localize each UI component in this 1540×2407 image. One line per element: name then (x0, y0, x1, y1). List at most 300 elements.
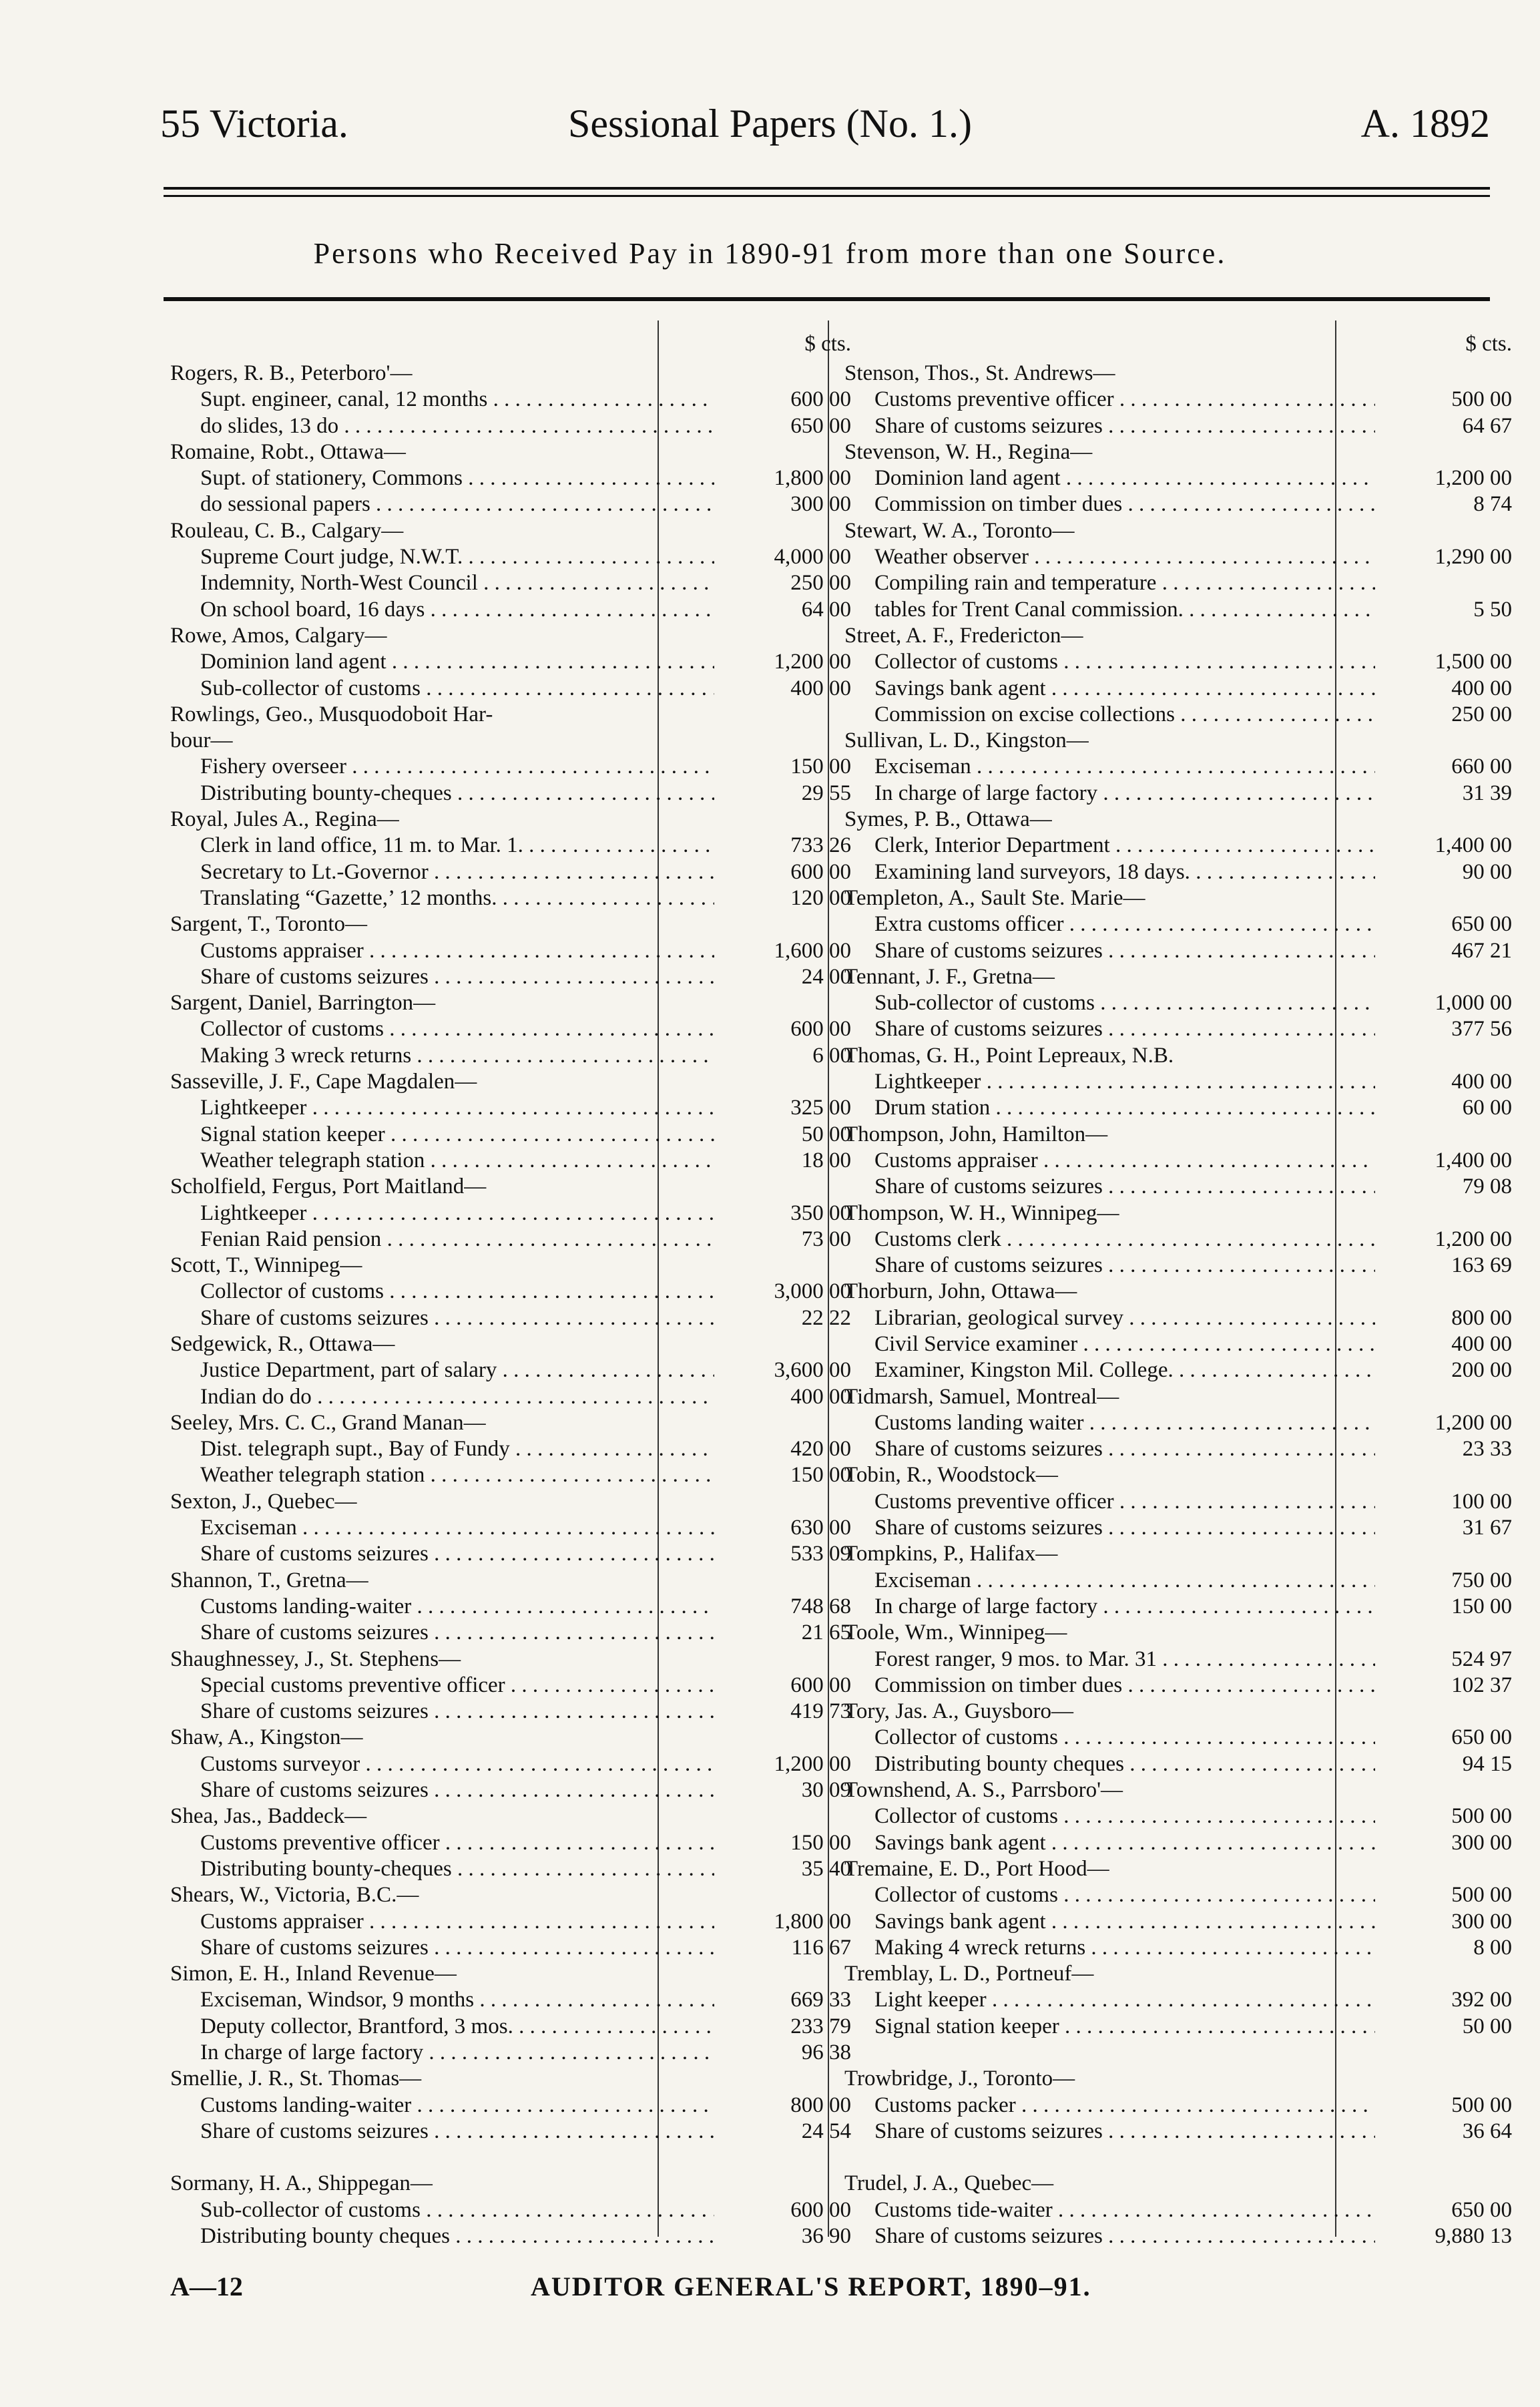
person-row (844, 2066, 1512, 2092)
person-row (170, 1253, 851, 1279)
payment-row (170, 1515, 851, 1541)
payment-description: Dominion land agent . . . (200, 649, 714, 675)
person-row (844, 1856, 1512, 1882)
person-name: bour— (170, 728, 233, 753)
payment-amount: 18 00 (801, 1148, 851, 1172)
payment-description: Customs landing-waiter . . . (200, 2093, 714, 2119)
payment-row (844, 1935, 1512, 1961)
payment-row (844, 491, 1512, 517)
left-entries (170, 361, 851, 2249)
payment-row (170, 1200, 851, 1227)
person-name: Romaine, Robt., Ottawa— (170, 439, 406, 464)
payment-row (844, 1253, 1512, 1279)
person-row (844, 518, 1512, 544)
payment-row (844, 1095, 1512, 1121)
payment-row (170, 1122, 851, 1148)
payment-amount: 5 50 (1473, 597, 1512, 622)
payment-description: Share of customs seizures . . . (200, 1935, 714, 1961)
payment-row (844, 1673, 1512, 1699)
payment-row (844, 1331, 1512, 1357)
payment-amount: 31 39 (1462, 781, 1512, 805)
payment-row (844, 465, 1512, 491)
payment-row (170, 1043, 851, 1069)
person-name: Scott, T., Winnipeg— (170, 1253, 362, 1278)
person-name: Stevenson, W. H., Regina— (844, 439, 1093, 464)
payment-amount: 250 00 (790, 571, 851, 596)
person-name: Sexton, J., Quebec— (170, 1489, 357, 1514)
person-name: Royal, Jules A., Regina— (170, 807, 399, 832)
payment-row (170, 2119, 851, 2145)
payment-description: Making 3 wreck returns . . . (200, 1043, 714, 1069)
header-title: Sessional Papers (No. 1.) (568, 101, 972, 146)
payment-description: Deputy collector, Brantford, 3 mos. . . . (200, 2014, 714, 2040)
currency-label: $ cts. (1465, 332, 1512, 356)
person-row (170, 2066, 851, 2092)
payment-amount: 1,600 00 (774, 938, 851, 963)
person-row (844, 439, 1512, 465)
payment-row (170, 2093, 851, 2119)
left-column (170, 327, 851, 2249)
payment-row (844, 1909, 1512, 1935)
payment-row (170, 1987, 851, 2013)
payment-description: Compiling rain and temperature . . . (874, 570, 1375, 596)
payment-description: Clerk in land office, 11 m. to Mar. 1. . . . (200, 833, 714, 859)
payment-row (170, 1148, 851, 1174)
payment-amount: 163 69 (1451, 1253, 1512, 1278)
person-name: Shannon, T., Gretna— (170, 1568, 368, 1592)
payment-description: Distributing bounty-cheques . . . (200, 781, 714, 807)
right-entries (844, 361, 1512, 2249)
payment-description: Share of customs seizures . . . (200, 2119, 714, 2145)
payment-description: Supt. of stationery, Commons . . . (200, 465, 714, 491)
payment-amount: 3,000 00 (774, 1279, 851, 1304)
payment-row (170, 491, 851, 517)
person-name: Stewart, W. A., Toronto— (844, 518, 1075, 543)
person-row (170, 623, 851, 649)
payment-amount: 1,800 00 (774, 1909, 851, 1934)
payment-description: Indian do do . . . (200, 1384, 714, 1410)
payment-amount: 150 00 (1451, 1594, 1512, 1618)
payment-amount: 233 79 (790, 2014, 851, 2038)
person-row (170, 361, 851, 387)
person-row (170, 1174, 851, 1200)
person-row (844, 728, 1512, 754)
payment-amount: 29 55 (801, 781, 851, 805)
person-row (844, 964, 1512, 990)
payment-row (170, 1777, 851, 1803)
payment-row (170, 1751, 851, 1777)
header-session: 55 Victoria. (160, 101, 348, 146)
payment-amount: 6 00 (812, 1043, 851, 1068)
payment-row (844, 1803, 1512, 1829)
payment-description: Savings bank agent . . . (874, 676, 1375, 702)
payment-row (844, 1436, 1512, 1462)
payment-row (170, 676, 851, 702)
payment-amount: 1,400 00 (1435, 1148, 1512, 1172)
person-row (170, 2171, 851, 2197)
payment-amount: 630 00 (790, 1516, 851, 1540)
payment-description: Customs surveyor . . . (200, 1751, 714, 1777)
person-row (170, 518, 851, 544)
payment-amount: 22 22 (801, 1305, 851, 1330)
payment-description: Distributing bounty-cheques . . . (200, 1856, 714, 1882)
payment-row (170, 1095, 851, 1121)
person-name: Rowe, Amos, Calgary— (170, 623, 387, 648)
person-row (170, 439, 851, 465)
payment-amount: 533 09 (790, 1542, 851, 1566)
payment-amount: 650 00 (1451, 2197, 1512, 2222)
payment-description: Secretary to Lt.-Governor . . . (200, 859, 714, 885)
payment-amount: 800 00 (790, 2093, 851, 2117)
person-name: Shears, W., Victoria, B.C.— (170, 1883, 419, 1908)
payment-amount: 1,200 00 (774, 1751, 851, 1776)
person-name: Sargent, Daniel, Barrington— (170, 991, 436, 1016)
person-name: Shea, Jas., Baddeck— (170, 1804, 367, 1829)
payment-description: Share of customs seizures . . . (200, 1620, 714, 1646)
payment-amount: 350 00 (790, 1200, 851, 1225)
person-name: Thorburn, John, Ottawa— (844, 1279, 1077, 1304)
payment-row (170, 833, 851, 859)
person-name: Trudel, J. A., Quebec— (844, 2171, 1054, 2196)
payment-row (844, 781, 1512, 807)
person-name: Toole, Wm., Winnipeg— (844, 1620, 1067, 1645)
person-name: Sedgewick, R., Ottawa— (170, 1331, 395, 1356)
person-name: Sullivan, L. D., Kingston— (844, 728, 1089, 753)
payment-amount: 400 00 (790, 1384, 851, 1409)
person-name: Townshend, A. S., Parrsboro'— (844, 1778, 1123, 1803)
payment-amount: 748 68 (790, 1594, 851, 1618)
payment-amount: 1,000 00 (1435, 991, 1512, 1016)
payment-amount: 600 00 (790, 2197, 851, 2222)
payment-amount: 102 37 (1451, 1673, 1512, 1697)
payment-description: Customs landing-waiter . . . (200, 1594, 714, 1620)
person-name: Thomas, G. H., Point Lepreaux, N.B. (844, 1043, 1174, 1068)
payment-description: Indemnity, North-West Council . . . (200, 570, 714, 596)
payment-row (844, 1568, 1512, 1594)
payment-row (170, 885, 851, 911)
payment-row (844, 1410, 1512, 1436)
payment-description: Collector of customs . . . (874, 649, 1375, 675)
spacer (844, 2040, 1512, 2066)
payment-amount: 650 00 (790, 413, 851, 438)
payment-description: Customs preventive officer . . . (200, 1830, 714, 1856)
payment-amount: 23 33 (1462, 1437, 1512, 1462)
payment-amount: 73 00 (801, 1227, 851, 1251)
person-name: Tennant, J. F., Gretna— (844, 964, 1055, 989)
payment-description: Sub-collector of customs . . . (200, 676, 714, 702)
payment-amount: 733 26 (790, 833, 851, 858)
payment-row (170, 1909, 851, 1935)
person-row (844, 1777, 1512, 1803)
payment-row (170, 1699, 851, 1725)
payment-amount: 420 00 (790, 1437, 851, 1462)
payment-description: Share of customs seizures . . . (200, 1541, 714, 1567)
payment-description: Making 4 wreck returns . . . (874, 1935, 1375, 1961)
person-name: Rowlings, Geo., Musquodoboit Har- (170, 702, 493, 726)
payment-amount: 1,200 00 (1435, 466, 1512, 491)
payment-description: Share of customs seizures . . . (874, 1016, 1375, 1042)
payment-row (170, 2223, 851, 2249)
spacer (844, 2145, 1512, 2171)
payment-amount: 750 00 (1451, 1568, 1512, 1592)
payment-row (170, 1541, 851, 1567)
payment-row (844, 649, 1512, 675)
payment-row (844, 833, 1512, 859)
payment-row (170, 1357, 851, 1383)
payment-description: Exciseman . . . (874, 1568, 1375, 1594)
payment-description: Customs preventive officer . . . (874, 387, 1375, 413)
payment-description: Distributing bounty cheques . . . (874, 1751, 1375, 1777)
payment-row (844, 1069, 1512, 1095)
payment-amount: 35 40 (801, 1856, 851, 1881)
payment-amount: 1,200 00 (1435, 1227, 1512, 1251)
payment-row (170, 544, 851, 570)
payment-row (170, 570, 851, 596)
person-row (844, 1699, 1512, 1725)
person-row (170, 1803, 851, 1829)
payment-row (844, 597, 1512, 623)
payment-description: Dominion land agent . . . (874, 465, 1375, 491)
payment-amount: 150 00 (790, 754, 851, 779)
payment-amount: 250 00 (1451, 702, 1512, 726)
payment-amount: 392 00 (1451, 1988, 1512, 2012)
payment-description: Customs appraiser . . . (874, 1148, 1375, 1174)
person-name: Simon, E. H., Inland Revenue— (170, 1962, 457, 1986)
person-name: Tidmarsh, Samuel, Montreal— (844, 1384, 1119, 1409)
payment-row (844, 2197, 1512, 2223)
payment-description: Sub-collector of customs . . . (874, 990, 1375, 1016)
payment-description: Customs preventive officer . . . (874, 1489, 1375, 1515)
spacer (170, 2145, 851, 2171)
page-number: A—12 (170, 2271, 243, 2302)
payment-row (844, 1830, 1512, 1856)
payment-row (844, 1751, 1512, 1777)
payment-description: Signal station keeper . . . (200, 1122, 714, 1148)
payment-amount: 64 00 (801, 597, 851, 622)
payment-description: Drum station . . . (874, 1095, 1375, 1121)
payment-amount: 24 00 (801, 964, 851, 989)
person-name: Tremblay, L. D., Portneuf— (844, 1962, 1094, 1986)
payment-amount: 64 67 (1462, 413, 1512, 438)
payment-row (844, 387, 1512, 413)
payment-row (170, 754, 851, 780)
person-row (170, 911, 851, 937)
payment-row (170, 1016, 851, 1042)
payment-description: Collector of customs . . . (874, 1803, 1375, 1829)
payment-amount: 9,880 13 (1435, 2224, 1512, 2249)
payment-description: Share of customs seizures . . . (874, 1436, 1375, 1462)
payment-description: In charge of large factory . . . (874, 1594, 1375, 1620)
payment-description: Fishery overseer . . . (200, 754, 714, 780)
payment-amount: 60 00 (1462, 1096, 1512, 1120)
payment-amount: 400 00 (1451, 1070, 1512, 1094)
payment-description: Lightkeeper . . . (874, 1069, 1375, 1095)
payment-row (170, 859, 851, 885)
payment-row (844, 911, 1512, 937)
payment-row (170, 465, 851, 491)
payment-description: Share of customs seizures . . . (874, 1174, 1375, 1200)
payment-description: Customs appraiser . . . (200, 938, 714, 964)
payment-amount: 200 00 (1451, 1358, 1512, 1383)
payment-row (170, 964, 851, 990)
payment-description: Exciseman . . . (874, 754, 1375, 780)
payment-row (844, 1515, 1512, 1541)
payment-description: Light keeper . . . (874, 1987, 1375, 2013)
payment-row (844, 754, 1512, 780)
person-row (844, 1043, 1512, 1069)
payment-amount: 600 00 (790, 387, 851, 412)
payment-description: Librarian, geological survey . . . (874, 1305, 1375, 1331)
payment-row (844, 2119, 1512, 2145)
person-row (844, 1462, 1512, 1488)
payment-row (844, 1882, 1512, 1908)
person-name: Thompson, John, Hamilton— (844, 1122, 1108, 1146)
right-column-header (844, 327, 1512, 361)
payment-amount: 377 56 (1451, 1017, 1512, 1042)
person-name: Tory, Jas. A., Guysboro— (844, 1699, 1073, 1724)
payment-amount: 600 00 (790, 1017, 851, 1042)
page-title: Persons who Received Pay in 1890-91 from more than one Source. (313, 237, 1227, 270)
payment-description: Examiner, Kingston Mil. College. . . . (874, 1357, 1375, 1383)
payment-row (844, 1647, 1512, 1673)
payment-description: Examining land surveyors, 18 days. . . . (874, 859, 1375, 885)
payment-row (170, 1830, 851, 1856)
payment-row (170, 1227, 851, 1253)
person-row (170, 702, 851, 728)
right-column (844, 327, 1512, 2249)
payment-description: On school board, 16 days . . . (200, 597, 714, 623)
payment-amount: 8 00 (1473, 1935, 1512, 1960)
payment-description: Fenian Raid pension . . . (200, 1227, 714, 1253)
payment-row (844, 1987, 1512, 2013)
payment-amount: 400 00 (790, 676, 851, 700)
payment-amount: 419 73 (790, 1699, 851, 1724)
payment-row (170, 1384, 851, 1410)
person-name: Shaughnessey, J., St. Stephens— (170, 1647, 461, 1671)
payment-amount: 30 09 (801, 1778, 851, 1803)
person-row (170, 1725, 851, 1751)
person-name: Tompkins, P., Halifax— (844, 1542, 1058, 1566)
payment-description: Share of customs seizures . . . (874, 413, 1375, 439)
payment-amount: 1,500 00 (1435, 650, 1512, 674)
payment-description: Clerk, Interior Department . . . (874, 833, 1375, 859)
payment-amount: 524 97 (1451, 1647, 1512, 1671)
payment-row (170, 2040, 851, 2066)
payment-amount: 120 00 (790, 885, 851, 910)
payment-row (844, 859, 1512, 885)
payment-description: Justice Department, part of salary . . . (200, 1357, 714, 1383)
payment-amount: 1,290 00 (1435, 545, 1512, 570)
payment-row (170, 2014, 851, 2040)
payment-row (170, 938, 851, 964)
payment-description: Extra customs officer . . . (874, 911, 1375, 937)
person-row (844, 1541, 1512, 1567)
payment-description: Customs packer . . . (874, 2093, 1375, 2119)
payment-amount: 467 21 (1451, 938, 1512, 963)
footer (170, 2267, 1490, 2307)
payment-amount: 300 00 (790, 492, 851, 517)
payment-amount: 650 00 (1451, 912, 1512, 937)
person-row (844, 1620, 1512, 1646)
payment-row (844, 1725, 1512, 1751)
payment-amount: 325 00 (790, 1096, 851, 1120)
payment-row (170, 1673, 851, 1699)
payment-description: Lightkeeper . . . (200, 1200, 714, 1227)
person-name: Symes, P. B., Ottawa— (844, 807, 1052, 832)
person-row (170, 1489, 851, 1515)
report-title: AUDITOR GENERAL'S REPORT, 1890–91. (531, 2271, 1091, 2302)
payment-description: Savings bank agent . . . (874, 1830, 1375, 1856)
payment-description: Share of customs seizures . . . (874, 2119, 1375, 2145)
payment-description: Customs appraiser . . . (200, 1909, 714, 1935)
person-name: Street, A. F., Fredericton— (844, 623, 1083, 648)
payment-row (170, 1594, 851, 1620)
payment-amount: 4,000 00 (774, 545, 851, 570)
person-row (170, 1410, 851, 1436)
person-name: Sargent, T., Toronto— (170, 912, 367, 937)
payment-row (170, 597, 851, 623)
payment-row (844, 1305, 1512, 1331)
payment-amount: 650 00 (1451, 1725, 1512, 1750)
payment-description: Commission on timber dues . . . (874, 1673, 1375, 1699)
person-row (170, 807, 851, 833)
payment-amount: 31 67 (1462, 1516, 1512, 1540)
payment-description: Forest ranger, 9 mos. to Mar. 31 . . . (874, 1647, 1375, 1673)
payment-amount: 669 33 (790, 1988, 851, 2012)
payment-row (844, 1489, 1512, 1515)
payment-amount: 1,800 00 (774, 466, 851, 491)
payment-row (170, 1436, 851, 1462)
payment-description: Collector of customs . . . (200, 1279, 714, 1305)
person-name: Sormany, H. A., Shippegan— (170, 2171, 433, 2196)
person-row (844, 1200, 1512, 1227)
payment-description: Share of customs seizures . . . (200, 1777, 714, 1803)
payment-description: Collector of customs . . . (874, 1882, 1375, 1908)
payment-amount: 8 74 (1473, 492, 1512, 517)
person-row (170, 1961, 851, 1987)
payment-row (844, 1148, 1512, 1174)
person-name: Templeton, A., Sault Ste. Marie— (844, 885, 1145, 910)
payment-amount: 400 00 (1451, 676, 1512, 700)
payment-row (844, 2014, 1512, 2040)
payment-description: Dist. telegraph supt., Bay of Fundy . . . (200, 1436, 714, 1462)
payment-description: Translating “Gazette,’ 12 months. . . . (200, 885, 714, 911)
payment-row (170, 413, 851, 439)
payment-description: Signal station keeper . . . (874, 2014, 1375, 2040)
payment-amount: 600 00 (790, 1673, 851, 1697)
payment-row (844, 938, 1512, 964)
payment-description: Share of customs seizures . . . (874, 2223, 1375, 2249)
person-name: Trowbridge, J., Toronto— (844, 2066, 1075, 2091)
payment-amount: 1,200 00 (1435, 1410, 1512, 1435)
person-name: Shaw, A., Kingston— (170, 1725, 363, 1750)
payment-amount: 300 00 (1451, 1909, 1512, 1934)
payment-row (844, 1016, 1512, 1042)
payment-description: Customs tide-waiter . . . (874, 2197, 1375, 2223)
payment-amount: 36 90 (801, 2224, 851, 2249)
payment-description: Savings bank agent . . . (874, 1909, 1375, 1935)
person-row (170, 1882, 851, 1908)
payment-description: Customs clerk . . . (874, 1227, 1375, 1253)
payment-description: Share of customs seizures . . . (200, 1305, 714, 1331)
person-name: Tremaine, E. D., Port Hood— (844, 1856, 1109, 1881)
payment-description: Share of customs seizures . . . (874, 938, 1375, 964)
payment-row (170, 1305, 851, 1331)
person-name: Seeley, Mrs. C. C., Grand Manan— (170, 1410, 486, 1435)
payment-description: Weather telegraph station . . . (200, 1148, 714, 1174)
person-row (170, 728, 851, 754)
person-name: Sasseville, J. F., Cape Magdalen— (170, 1070, 477, 1094)
